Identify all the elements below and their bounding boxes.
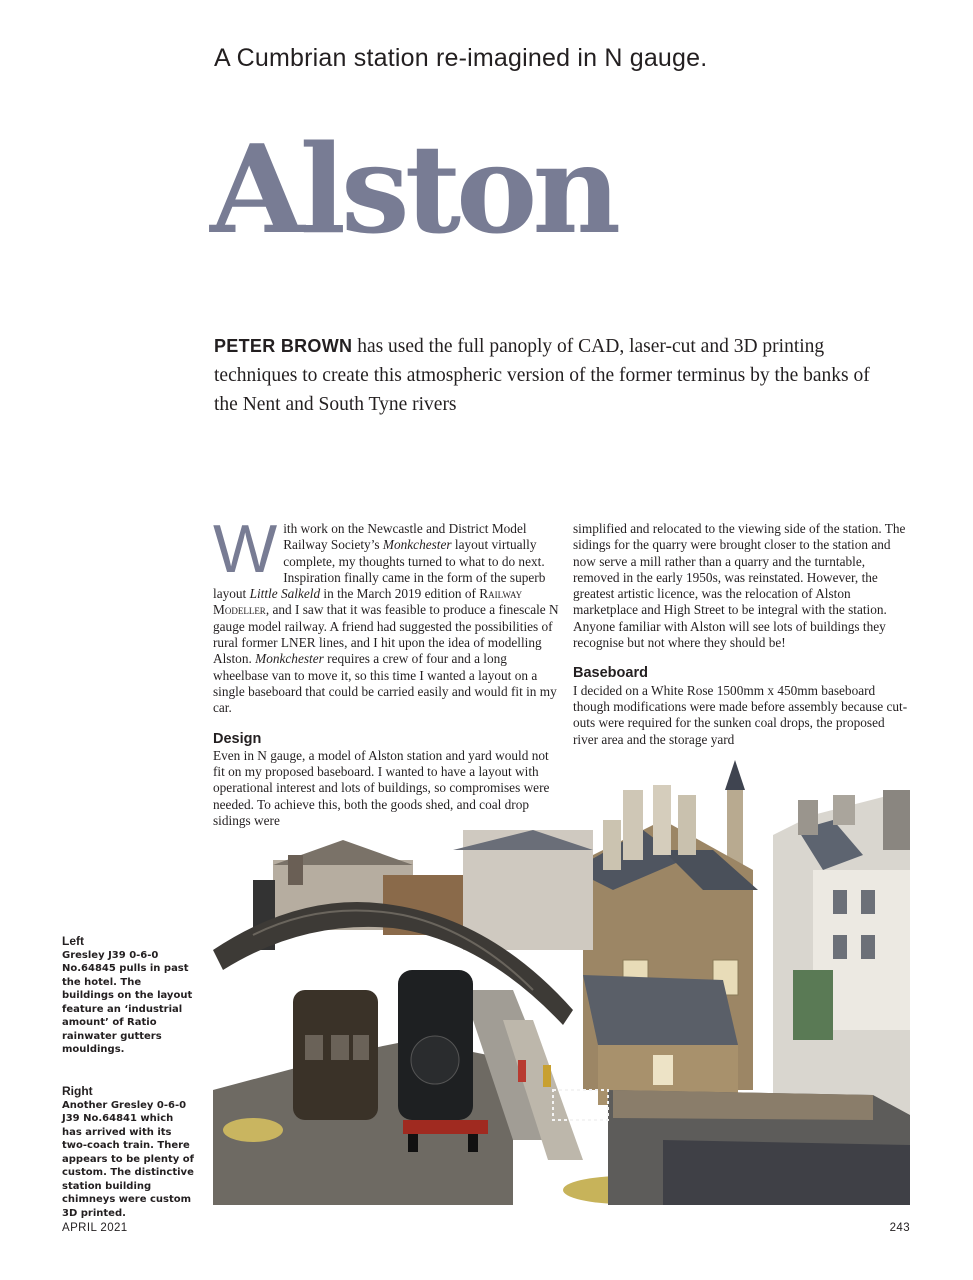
caption-right-text: Another Gresley 0-6-0 J39 No.64841 which has arrived with its two-coach train. There appears to be plenty of custom. The distinctive station building chimneys were custom 3D printed. [62, 1099, 195, 1219]
layout-photo [213, 760, 910, 1205]
author-name: PETER BROWN [214, 336, 353, 356]
right-paragraph: simplified and relocated to the viewing side of the station. The sidings for the quarry were brought closer to the station and now serve a mill rather than a quarry and the turntable, removed in the early 1950s, was reinstated. However, the greatest artistic licence, was the relocation of Alston marketplace and High Street to be integral with the station. Anyone familiar with Alston will see lots of buildings they recognise but not where they should be! [573, 521, 906, 651]
magazine-name: Railway Modeller [213, 586, 523, 618]
standfirst-text: has used the full panoply of CAD, laser-cut and 3D printing techniques to create this atmospheric version of the former terminus by the banks of the Nent and South Tyne rivers [214, 336, 870, 415]
text-run: layout virtually complete, my thoughts turned to what to do next. Inspiration finally came in the form of the superb layout [213, 537, 546, 602]
clock-tower [725, 760, 745, 790]
design-paragraph: Even in N gauge, a model of Alston station and yard would not fit on my proposed baseboard. I wanted to have a layout with operational interest and lots of buildings, so compromises were needed. To achieve this, both the goods shed, and coal drop sidings were [213, 747, 550, 829]
intro-paragraph [213, 511, 560, 717]
page-number: 243 [889, 1222, 910, 1234]
strapline: A Cumbrian station re-imagined in N gauge. [214, 44, 708, 72]
caption-left [62, 935, 194, 1057]
baseboard-paragraph: I decided on a White Rose 1500mm x 450mm baseboard though modifications were made before assembly because cut-outs were required for the sunken coal drops, the proposed river area and the storage yard [573, 682, 908, 747]
caption-left-text: Gresley J39 0-6-0 No.64845 pulls in past the hotel. The buildings on the layout feature an ‘industrial amount’ of Ratio rainwater gutters mouldings. [62, 949, 193, 1055]
text-run: requires a crew of four and a long wheelbase van to move it, so this time I wanted a layout on a single baseboard that could be carried easily and would fit in my car. [213, 651, 557, 716]
footer-date: APRIL 2021 [62, 1222, 128, 1234]
body-column-right [573, 521, 910, 748]
caption-right-heading: Right [62, 1084, 93, 1098]
baseboard-heading: Baseboard [573, 665, 648, 682]
italic-run: Little Salkeld [249, 586, 321, 602]
caption-right [62, 1085, 194, 1220]
caption-left-heading: Left [62, 934, 84, 948]
text-run: in the March 2019 edition of [320, 586, 480, 602]
standfirst [214, 332, 894, 419]
text-run: ith work on the Newcastle and District Model Railway Society’s [283, 521, 527, 553]
text-run: , and I saw that it was feasible to produce a finescale N gauge model railway. A friend had suggested the possibilities of rural former LNER lines, and I hit upon the idea of modelling Alston. [213, 602, 559, 667]
drop-cap: W [213, 511, 278, 587]
italic-run: Monkchester [382, 537, 452, 553]
italic-run: Monkchester [255, 651, 324, 667]
design-heading: Design [213, 730, 262, 747]
article-title: Alston [210, 117, 617, 261]
